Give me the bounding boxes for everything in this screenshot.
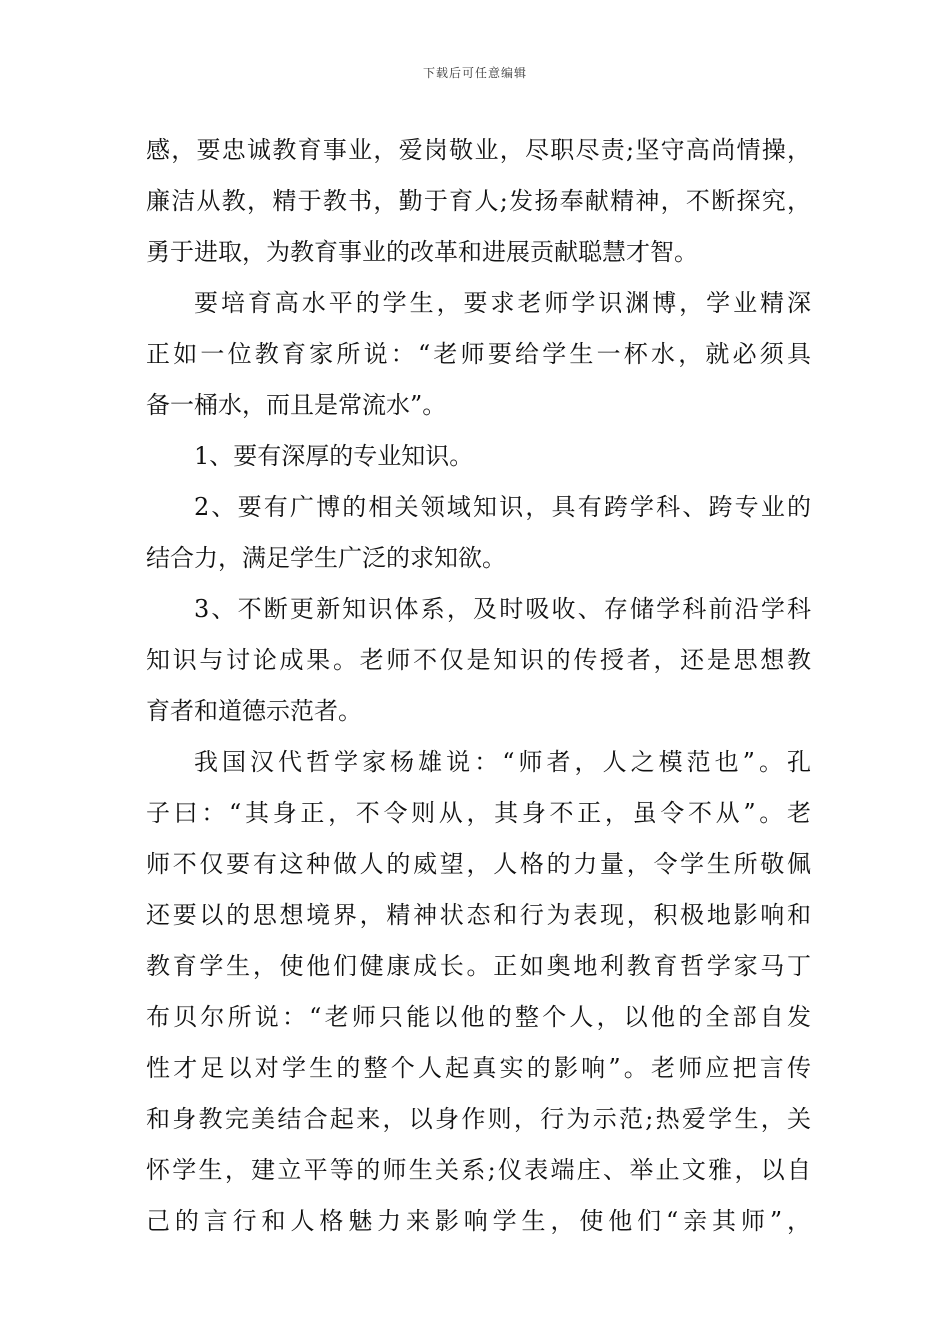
text-line: 怀学生，建立平等的师生关系;仪表端庄、举止文雅，以自 bbox=[146, 1156, 811, 1184]
text-line: 育者和道德示范者。 bbox=[146, 697, 362, 725]
page-header: 下载后可任意编辑 bbox=[422, 66, 527, 80]
text-line: 和身教完美结合起来，以身作则，行为示范;热爱学生，关 bbox=[146, 1105, 811, 1133]
text-line: 要培育高水平的学生，要求老师学识渊博，学业精深 bbox=[194, 289, 811, 317]
text-line: 己的言行和人格魅力来影响学生，使他们“亲其师”， bbox=[146, 1207, 811, 1235]
text-line: 备一桶水，而且是常流水”。 bbox=[146, 391, 447, 419]
text-line: 廉洁从教，精于教书，勤于育人;发扬奉献精神，不断探究， bbox=[146, 187, 811, 215]
text-line: 性才足以对学生的整个人起真实的影响”。老师应把言传 bbox=[146, 1054, 811, 1082]
text-line: 我国汉代哲学家杨雄说：“师者，人之模范也”。孔 bbox=[194, 748, 811, 776]
text-line: 结合力，满足学生广泛的求知欲。 bbox=[146, 544, 506, 572]
text-line: 教育学生，使他们健康成长。正如奥地利教育哲学家马丁 bbox=[146, 952, 811, 980]
text-line: 子曰：“其身正，不令则从，其身不正，虽令不从”。老 bbox=[146, 799, 811, 827]
text-line: 还要以的思想境界，精神状态和行为表现，积极地影响和 bbox=[146, 901, 811, 929]
text-line: 知识与讨论成果。老师不仅是知识的传授者，还是思想教 bbox=[146, 646, 811, 674]
text-line: 3、不断更新知识体系，及时吸收、存储学科前沿学科 bbox=[194, 595, 811, 623]
text-line: 1、要有深厚的专业知识。 bbox=[194, 442, 474, 470]
text-line: 师不仅要有这种做人的威望，人格的力量，令学生所敬佩 bbox=[146, 850, 811, 878]
text-line: 正如一位教育家所说：“老师要给学生一杯水，就必须具 bbox=[146, 340, 811, 368]
text-line: 感，要忠诚教育事业，爱岗敬业，尽职尽责;坚守高尚情操， bbox=[146, 136, 811, 164]
text-line: 布贝尔所说：“老师只能以他的整个人，以他的全部自发 bbox=[146, 1003, 811, 1031]
text-line: 勇于进取，为教育事业的改革和进展贡献聪慧才智。 bbox=[146, 238, 698, 266]
body-text bbox=[146, 125, 811, 1247]
text-line: 2、要有广博的相关领域知识，具有跨学科、跨专业的 bbox=[194, 493, 811, 521]
